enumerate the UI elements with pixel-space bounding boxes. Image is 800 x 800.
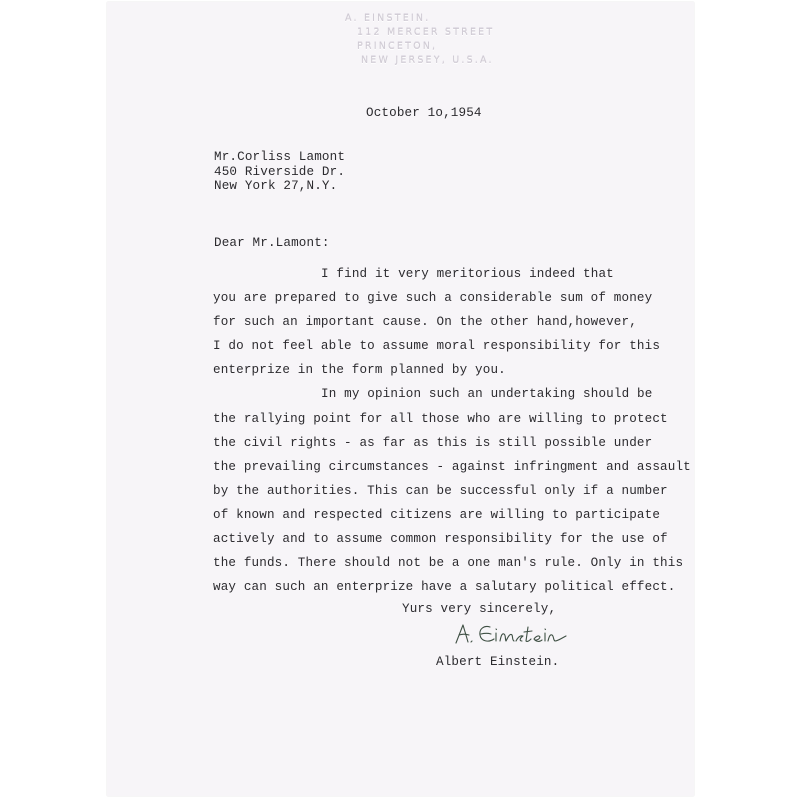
body-line: way can such an enterprize have a salutary political effect.	[213, 580, 676, 595]
typed-signature-name: Albert Einstein.	[436, 655, 560, 669]
body-line: you are prepared to give such a considerable sum of money	[213, 291, 653, 306]
body-line: In my opinion such an undertaking should be	[321, 387, 653, 402]
letterhead-line: PRINCETON,	[357, 41, 438, 52]
body-line: enterprize in the form planned by you.	[213, 363, 506, 378]
recipient-city: New York 27,N.Y.	[214, 179, 338, 193]
recipient-name: Mr.Corliss Lamont	[214, 150, 346, 164]
letterhead-line: A. EINSTEIN.	[345, 13, 431, 24]
recipient-street: 450 Riverside Dr.	[214, 164, 346, 179]
body-line: the funds. There should not be a one man's rule. Only in this	[213, 556, 684, 571]
recipient-address	[214, 150, 345, 194]
handwritten-signature	[450, 619, 570, 649]
letterhead-line: NEW JERSEY, U.S.A.	[361, 55, 494, 66]
closing: Yurs very sincerely,	[402, 602, 557, 616]
body-line: the prevailing circumstances - against infringment and assault	[213, 459, 691, 474]
embossed-letterhead	[345, 12, 545, 68]
letterhead-line: 112 MERCER STREET	[357, 27, 495, 38]
body-line: for such an important cause. On the other hand,however,	[213, 315, 637, 330]
body-line: I do not feel able to assume moral responsibility for this	[213, 339, 661, 354]
body-line: the rallying point for all those who are willing to protect	[213, 411, 668, 426]
body-line: of known and respected citizens are willing to participate	[213, 507, 661, 522]
body-line: actively and to assume common responsibility for the use of	[213, 532, 668, 547]
letter-date: October 1o,1954	[366, 106, 482, 120]
body-line: I find it very meritorious indeed that	[321, 267, 614, 281]
salutation: Dear Mr.Lamont:	[214, 236, 330, 250]
body-line: by the authorities. This can be successful only if a number	[213, 483, 668, 498]
body-line: the civil rights - as far as this is still possible under	[213, 435, 653, 450]
letter-body	[213, 262, 691, 599]
